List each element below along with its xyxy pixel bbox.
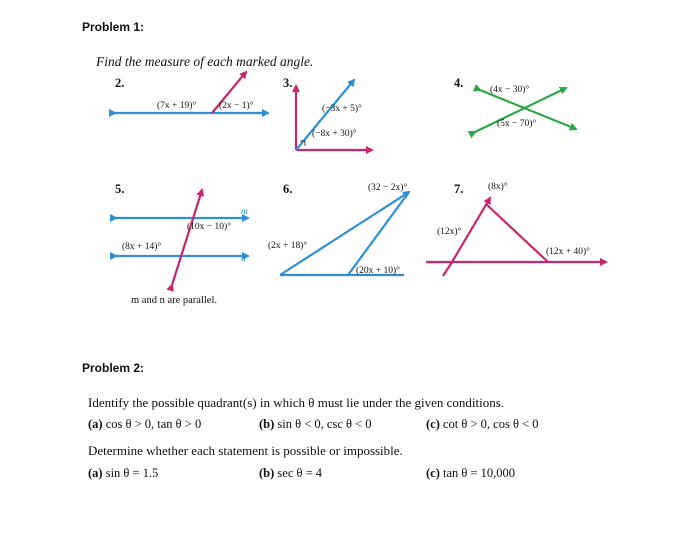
fig6-left-side [280,192,409,275]
fig5-label-lower: (8x + 14)° [122,242,162,252]
fig2-label-left: (7x + 19)° [157,101,197,111]
fig5-line-n-label: n [241,255,246,265]
problem1-heading: Problem 1: [82,20,145,34]
statement-a-text: sin θ = 1.5 [105,466,159,480]
condition-b [259,417,372,432]
statement-b-key: (b) [259,466,275,480]
fig7-right-side [486,204,548,262]
condition-a [88,417,201,432]
figure-5-number: 5. [115,182,125,196]
figure-3-diagram [296,80,372,150]
fig4-label-bottom: (5x − 70)° [497,119,537,129]
condition-b-text: sin θ < 0, csc θ < 0 [277,417,372,431]
statement-b [259,466,322,481]
fig7-label-left: (12x)° [437,227,462,237]
condition-c [426,417,539,432]
figure-6-diagram [280,192,409,275]
condition-c-text: cot θ > 0, cos θ < 0 [443,417,539,431]
statement-a [88,466,158,481]
fig5-transversal [172,190,202,285]
condition-a-key: (a) [88,417,103,431]
statement-b-text: sec θ = 4 [277,466,323,480]
problem2-intro2: Determine whether each statement is possible or impossible. [88,443,403,458]
figure-5-diagram [116,190,248,285]
statement-c [426,466,515,481]
statement-c-text: tan θ = 10,000 [443,466,516,480]
fig6-label-bottom: (20x + 10)° [356,266,400,276]
statement-a-key: (a) [88,466,103,480]
condition-c-key: (c) [426,417,440,431]
fig3-middle-ray [296,80,354,150]
problem1-instruction: Find the measure of each marked angle. [96,54,314,69]
fig2-label-right: (2x − 1)° [219,101,254,111]
fig4-label-top: (4x − 30)° [490,85,530,95]
statement-c-key: (c) [426,466,440,480]
fig3-label-upper: (−3x + 5)° [322,104,362,114]
figure-7-number: 7. [454,182,464,196]
fig7-label-top: (8x)° [488,182,508,192]
fig6-label-left: (2x + 18)° [268,241,308,251]
fig7-label-right: (12x + 40)° [546,247,590,257]
problem2-heading: Problem 2: [82,361,145,375]
figure-4-number: 4. [454,76,464,90]
fig6-right-side [348,192,409,275]
fig3-label-lower: (−8x + 30)° [312,129,357,139]
fig5-label-upper: (10x − 10)° [187,222,231,232]
fig5-line-m-label: m [241,207,248,217]
figure-7-diagram [426,198,606,276]
figure-6-number: 6. [283,182,293,196]
fig5-parallel-note: m and n are parallel. [131,295,217,306]
figure-3-number: 3. [283,76,293,90]
problem2-intro: Identify the possible quadrant(s) in which θ must lie under the given conditions. [88,395,505,410]
fig7-extension [443,262,452,276]
fig6-label-top: (32 − 2x)° [368,183,408,193]
figure-2-number: 2. [115,76,125,90]
condition-b-key: (b) [259,417,275,431]
condition-a-text: cos θ > 0, tan θ > 0 [105,417,202,431]
